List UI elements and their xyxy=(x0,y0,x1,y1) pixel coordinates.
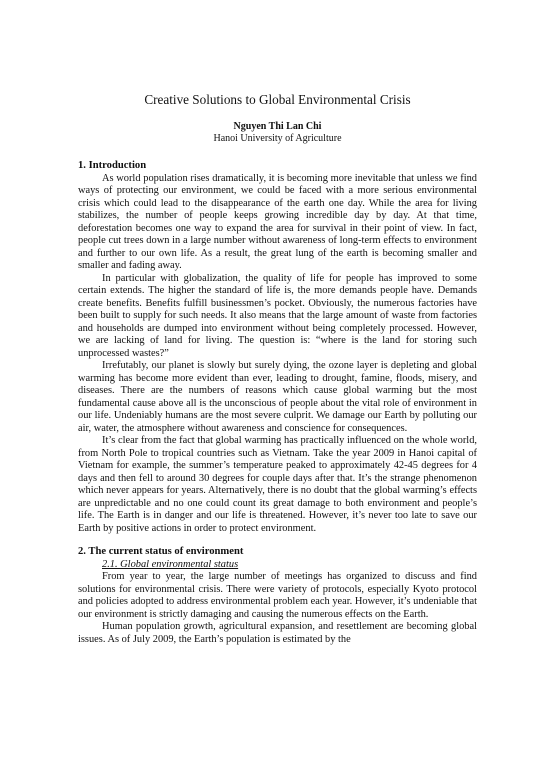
section-spacer xyxy=(78,535,477,546)
subsection-heading: 2.1. Global environmental status xyxy=(102,558,239,570)
paragraph: Human population growth, agricultural expansion, and resettlement are becoming global issues. As of July 2009, the Earth’s population is estimated by the xyxy=(78,621,477,645)
paragraph: It’s clear from the fact that global warming has practically influenced on the whole world, from North Pole to tropical countries such as Vietnam. Take the year 2009 in Hanoi capital of Vietnam for example, the summer’s temperature peaked to approximately 42-45 degrees for 4 days and then fell to around 30 degrees for couple days after that. It’s the strange phenomenon which never appears for years. Alternatively, there is no doubt that the global warming’s effects are unpredictable and no one could count its great damage to both environment and people’s life. The Earth is in danger and our life is threatened. However, it’s never too late to save our Earth by positive actions in order to protect environment. xyxy=(78,435,477,534)
paper-title: Creative Solutions to Global Environmental Crisis xyxy=(144,92,411,107)
section-heading: 1. Introduction xyxy=(78,160,147,171)
paragraph: Irrefutably, our planet is slowly but surely dying, the ozone layer is depleting and global warming has become more evident than ever, leading to drought, famine, floods, misery, and diseases. There are the numbers of reasons which cause global warming but the most fundamental cause above all is the unconscious of people about the vital role of environment in our life. Undeniably humans are the most severe culprit. We damage our Earth by polluting our air, water, the atmosphere without awareness and conscience for consequences. xyxy=(78,360,477,434)
paragraph: As world population rises dramatically, it is becoming more inevitable that unless we find ways of protecting our environment, we could be faced with a more serious environmental crisis which could lead to the disappearance of the earth one day. While the area for living stabilizes, the number of people keeps growing incredible day by day. At that time, deforestation becomes one way to expand the area for survival in their point of view. In fact, people cut trees down in a large number without awareness of long-term effects to environment and further to our own life. As a result, the great lung of the earth is becoming smaller and smaller and fading away. xyxy=(78,172,477,271)
section-introduction xyxy=(78,160,477,535)
section-heading: 2. The current status of environment xyxy=(78,546,244,557)
author-affiliation: Hanoi University of Agriculture xyxy=(213,133,342,144)
paragraph: From year to year, the large number of meetings has organized to discuss and find solutions for environmental crisis. There were variety of protocols, especially Kyoto protocol and policies adopted to address environmental problem each year. However, it’s undeniable that our environment is strictly damaging and causing the numerous effects on the Earth. xyxy=(78,571,477,620)
paragraph: In particular with globalization, the quality of life for people has improved to some certain extends. The higher the standard of life is, the more demands people have. Demands create benefits. Benefits fulfill businessmen’s pocket. Obviously, the numerous factories have been built to supply for such needs. It also means that the large amount of waste from factories and households are dumped into environment without being completely processed. However, we are lacking of land for living. The question is: “where is the land for storing such unprocessed wastes?” xyxy=(78,272,477,359)
section-current-status xyxy=(78,546,477,646)
author-name: Nguyen Thi Lan Chi xyxy=(233,121,322,132)
